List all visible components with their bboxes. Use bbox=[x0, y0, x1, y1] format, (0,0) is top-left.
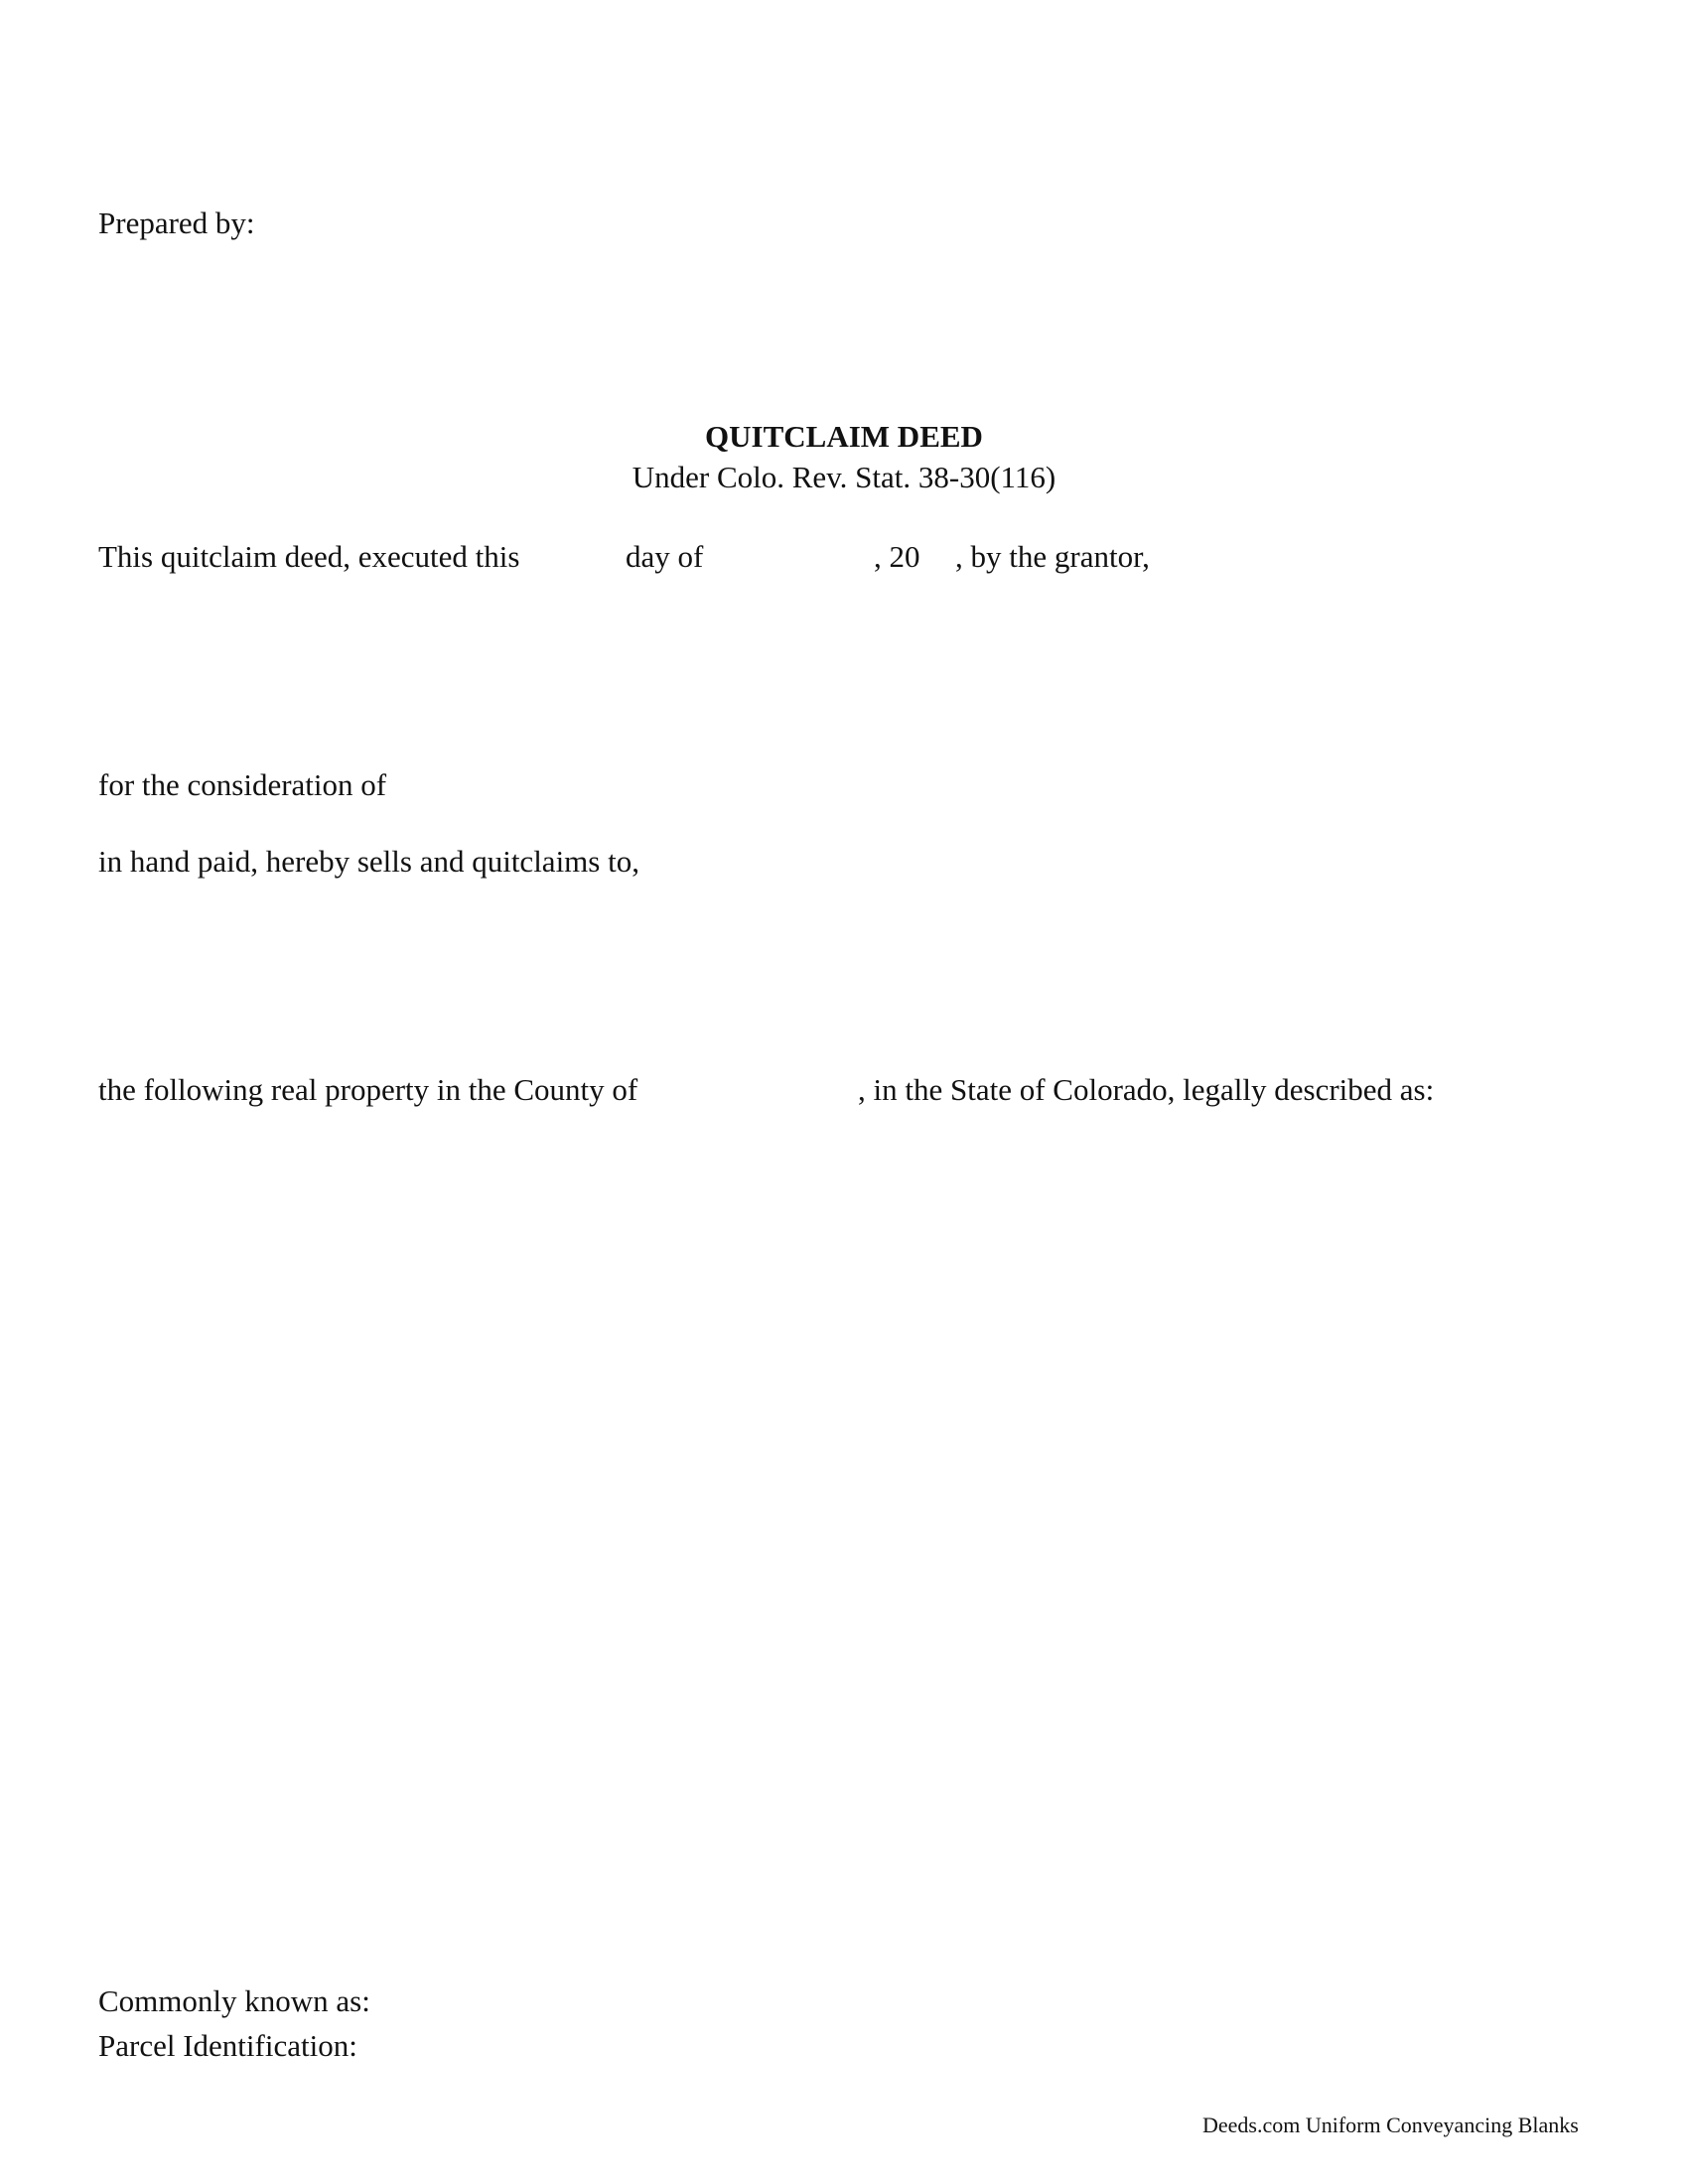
parcel-identification-label: Parcel Identification: bbox=[98, 2028, 357, 2063]
document-title: QUITCLAIM DEED bbox=[705, 419, 983, 454]
execution-text-4: , by the grantor, bbox=[955, 539, 1150, 574]
execution-text-1: This quitclaim deed, executed this bbox=[98, 539, 520, 574]
property-text-2: , in the State of Colorado, legally described as: bbox=[858, 1072, 1435, 1107]
property-text-1: the following real property in the County of bbox=[98, 1072, 638, 1107]
commonly-known-label: Commonly known as: bbox=[98, 1983, 370, 2018]
statute-reference: Under Colo. Rev. Stat. 38-30(116) bbox=[632, 460, 1056, 494]
execution-text-3: , 20 bbox=[874, 539, 920, 574]
conveyance-label: in hand paid, hereby sells and quitclaims to, bbox=[98, 844, 639, 879]
prepared-by-label: Prepared by: bbox=[98, 205, 255, 240]
consideration-label: for the consideration of bbox=[98, 767, 387, 802]
footer-credit: Deeds.com Uniform Conveyancing Blanks bbox=[1202, 2113, 1579, 2137]
execution-text-2: day of bbox=[626, 539, 704, 574]
